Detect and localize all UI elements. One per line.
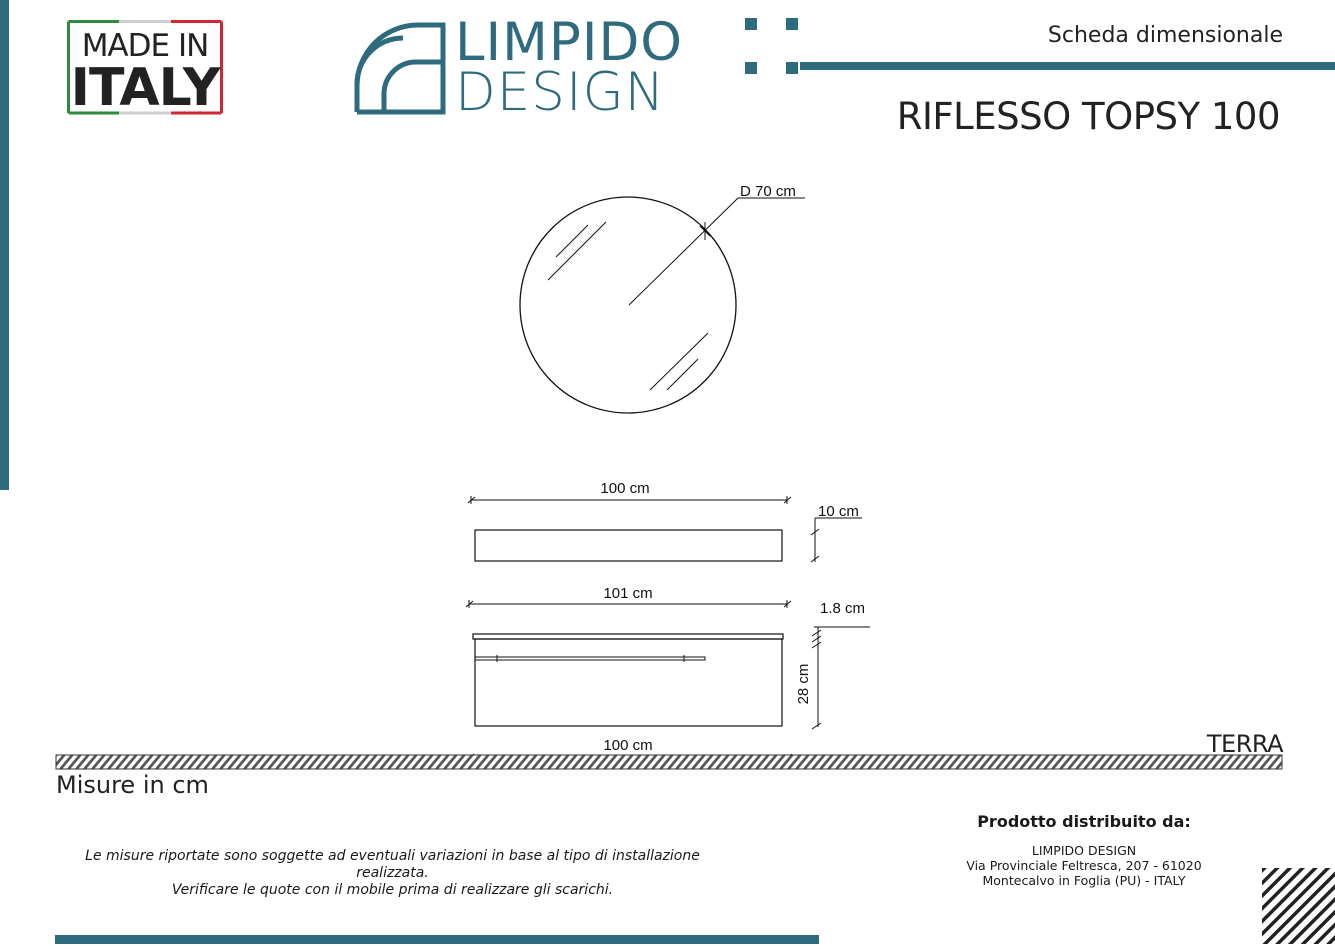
badge-line2: ITALY xyxy=(70,58,220,118)
product-title: RIFLESSO TOPSY 100 xyxy=(896,95,1280,138)
bottom-accent-bar xyxy=(55,935,819,944)
disclaimer-note xyxy=(60,848,725,899)
mirror-drawing xyxy=(520,197,805,413)
note-line: Le misure riportate sono soggette ad eventuali variazioni in base al tipo di installazione realizzata. xyxy=(85,848,700,881)
mirror-diameter-label: D 70 cm xyxy=(740,183,796,200)
distributor-line: Via Provinciale Feltresca, 207 - 61020 xyxy=(966,858,1202,873)
note-line: Verificare le quote con il mobile prima di realizzare gli scarichi. xyxy=(171,882,614,898)
corner-hatch xyxy=(1262,868,1335,949)
shelf-width-label: 100 cm xyxy=(600,480,650,497)
logo-wordmark-line2: DESIGN xyxy=(455,62,666,123)
logo-wordmark-line1: LIMPIDO xyxy=(455,12,684,73)
floor-label: TERRA xyxy=(1206,730,1283,758)
shelf-height-label: 10 cm xyxy=(818,503,859,520)
distributor-address xyxy=(934,843,1234,888)
top-width-label: 101 cm xyxy=(603,585,653,602)
document-type: Scheda dimensionale xyxy=(1047,23,1283,48)
units-title: Misure in cm xyxy=(56,771,209,799)
distributor-line: LIMPIDO DESIGN xyxy=(1031,843,1137,858)
top-thickness-label: 1.8 cm xyxy=(820,600,866,617)
cabinet-height-label: 28 cm xyxy=(795,663,812,705)
distributor-line: Montecalvo in Foglia (PU) - ITALY xyxy=(982,873,1186,888)
distributor-title: Prodotto distribuito da: xyxy=(977,812,1191,831)
shelf-drawing xyxy=(468,496,862,562)
badge-line1: MADE IN xyxy=(81,28,209,64)
floor-hatch xyxy=(56,755,1282,769)
cabinet-width-label: 100 cm xyxy=(603,737,653,754)
